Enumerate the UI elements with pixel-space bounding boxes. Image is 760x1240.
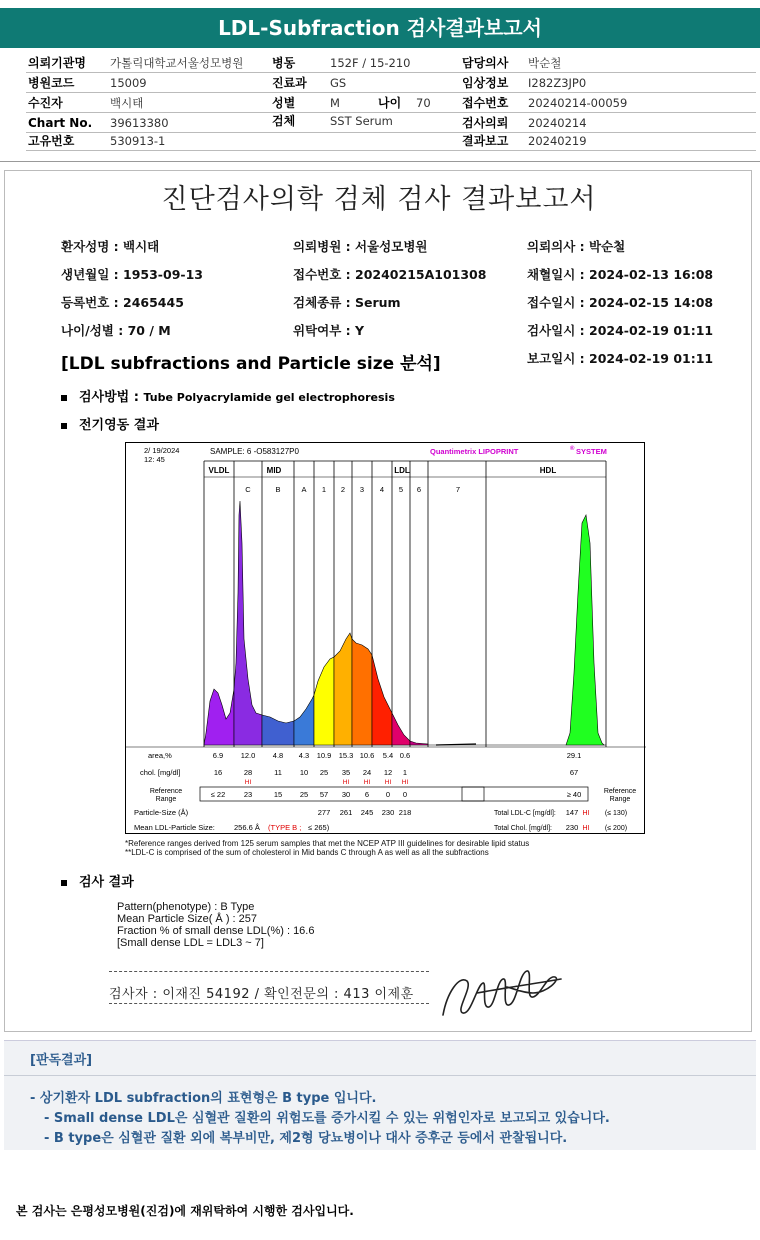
analysis-subtitle: [LDL subfractions and Particle size 분석]	[61, 354, 441, 374]
chol-value: 16	[213, 768, 223, 777]
area-value: 12.0	[240, 751, 256, 760]
particle-value: 277	[317, 808, 331, 817]
total-ldl-value: 147	[565, 808, 579, 817]
dept-value: GS	[330, 76, 347, 90]
info-accession: 접수번호 : 20240215A101308	[293, 267, 487, 282]
profile-area	[294, 695, 314, 745]
note-line: *Reference ranges derived from 125 serum samples that met the NCEP ATP III guidelines for desirable lipid status	[125, 839, 530, 848]
chart-sample: SAMPLE: 6 -O583127P0	[210, 447, 299, 456]
total-chol-flag: HI	[582, 825, 590, 832]
result-line: Pattern(phenotype) : B Type	[117, 901, 255, 913]
method-bullet: 검사방법 : Tube Polyacrylamide gel electrophoresis	[61, 386, 395, 405]
chol-value: 25	[319, 768, 329, 777]
clinical-label: 임상정보	[462, 76, 509, 90]
request-label: 검사의뢰	[462, 116, 509, 130]
hospital-value: 가톨릭대학교서울성모병원	[110, 56, 244, 70]
chol-value: 35	[341, 768, 351, 777]
ref-value: 57	[319, 790, 329, 799]
chol-flag: HI	[342, 779, 350, 786]
chart-time: 12: 45	[144, 455, 165, 464]
total-ldl-flag: HI	[582, 810, 590, 817]
profile-area	[204, 689, 234, 745]
chol-label: chol. [mg/dl]	[140, 768, 181, 777]
info-specimen: 검체종류 : Serum	[293, 295, 401, 310]
chol-value: 24	[362, 768, 372, 777]
area-value: 4.3	[298, 751, 310, 760]
info-reported: 보고일시 : 2024-02-19 01:11	[527, 351, 714, 366]
ref-value: 0	[385, 790, 391, 799]
total-chol-label: Total Chol. [mg/dl]:	[494, 825, 552, 832]
divider	[109, 971, 429, 972]
result-line: [Small dense LDL = LDL3 ~ 7]	[117, 937, 264, 949]
band-label: 1	[321, 485, 327, 494]
band-label: B	[275, 485, 281, 494]
chart-brand-mark: ®	[570, 446, 575, 452]
ref-value: 6	[364, 790, 370, 799]
ref-value: 15	[273, 790, 283, 799]
profile-area	[234, 501, 262, 745]
chart-value: 39613380	[110, 116, 169, 130]
sex-label: 성별	[272, 96, 296, 110]
divider	[109, 1003, 429, 1004]
ref-label-right: Range	[609, 796, 631, 803]
ref-label: Reference	[149, 788, 183, 795]
dept-label: 진료과	[272, 76, 307, 90]
band-label: 5	[398, 485, 404, 494]
ref-value: 23	[243, 790, 253, 799]
age-value: 70	[416, 96, 431, 110]
result-bullet: 검사 결과	[61, 871, 134, 890]
chart-brand-suffix: SYSTEM	[576, 447, 607, 456]
specimen-value: SST Serum	[330, 114, 393, 128]
bullet-icon	[61, 395, 67, 401]
sex-value: M	[330, 96, 340, 110]
band-label: C	[245, 485, 251, 494]
total-chol-value: 230	[565, 823, 579, 832]
request-value: 20240214	[528, 116, 587, 130]
profile-area	[410, 741, 428, 745]
divider	[4, 1075, 756, 1076]
particle-value: 218	[398, 808, 412, 817]
note-line: **LDL-C is comprised of the sum of cholesterol in Mid bands C through A as well as all the subfractions	[125, 848, 489, 857]
hospital-label: 의뢰기관명	[28, 56, 86, 70]
info-tested: 검사일시 : 2024-02-19 01:11	[527, 323, 714, 338]
patient-value: 백시태	[110, 96, 144, 110]
profile-area	[334, 633, 352, 745]
info-regno: 등록번호 : 2465445	[61, 295, 184, 310]
header-rule	[26, 132, 756, 133]
chol-flag: HI	[363, 779, 371, 786]
mean-label: Mean LDL-Particle Size:	[134, 823, 215, 832]
info-name: 환자성명 : 백시태	[61, 239, 160, 254]
group-label: LDL	[394, 466, 410, 475]
lab-report	[4, 170, 752, 1032]
ref-value: ≥ 40	[566, 790, 582, 799]
chart-date: 2/ 19/2024	[144, 446, 180, 455]
chol-value: 11	[274, 768, 282, 777]
chol-value: 12	[383, 768, 393, 777]
interpretation-title: [판독결과]	[30, 1053, 93, 1068]
area-value: 10.6	[359, 751, 375, 760]
info-received: 접수일시 : 2024-02-15 14:08	[527, 295, 714, 310]
chart-label: Chart No.	[28, 116, 93, 130]
signer-line: 검사자 : 이재진 54192 / 확인전문의 : 413 이제훈	[109, 987, 414, 1002]
chol-value: 10	[299, 768, 309, 777]
result-line: Fraction % of small dense LDL(%) : 16.6	[117, 925, 315, 937]
info-agesex: 나이/성별 : 70 / M	[61, 323, 171, 338]
info-doctor: 의뢰의사 : 박순철	[527, 239, 626, 254]
total-ldl-ref: (≤ 130)	[604, 810, 628, 817]
particle-label: Particle-Size (Å)	[134, 808, 189, 817]
particle-value: 245	[360, 808, 374, 817]
group-label: HDL	[539, 466, 557, 475]
method-value: Tube Polyacrylamide gel electrophoresis	[143, 391, 395, 404]
total-chol-ref: (≤ 200)	[604, 825, 628, 832]
ref-label-right: Reference	[603, 788, 637, 795]
interpretation-panel	[4, 1040, 756, 1150]
header-rule	[26, 72, 756, 73]
mean-type: (TYPE B ;	[268, 823, 302, 832]
ward-value: 152F / 15-210	[330, 56, 411, 70]
lipoprint-chart	[125, 442, 645, 834]
ward-label: 병동	[272, 56, 296, 70]
interpretation-line: - 상기환자 LDL subfraction의 표현형은 B type 입니다.	[30, 1091, 377, 1106]
profile-area	[566, 515, 604, 745]
profile-area	[372, 655, 392, 745]
profile-area	[392, 713, 410, 745]
interpretation-line: - Small dense LDL은 심혈관 질환의 위험도를 증가시킬 수 있는 위험인자로 보고되고 있습니다.	[44, 1111, 610, 1126]
area-value: 0.6	[399, 751, 411, 760]
profile-area	[352, 639, 372, 745]
ref-value: 30	[341, 790, 351, 799]
uid-value: 530913-1	[110, 134, 166, 148]
request-header	[0, 52, 760, 162]
particle-value: 261	[339, 808, 353, 817]
band-label: A	[301, 485, 307, 494]
mean-value: 256.6 Å	[234, 823, 260, 832]
interpretation-line: - B type은 심혈관 질환 외에 복부비만, 제2형 당뇨병이나 대사 증후군 등에서 관찰됩니다.	[44, 1131, 568, 1146]
chol-flag: HI	[244, 779, 252, 786]
ref-value: 0	[402, 790, 408, 799]
area-value: 4.8	[272, 751, 284, 760]
band-label: 6	[416, 485, 422, 494]
area-value: 6.9	[212, 751, 224, 760]
area-value: 15.3	[338, 751, 354, 760]
chol-flag: HI	[401, 779, 409, 786]
info-consign: 위탁여부 : Y	[293, 323, 365, 338]
area-label: area,%	[148, 751, 172, 760]
profile-area	[262, 715, 294, 745]
chol-value: 1	[402, 768, 408, 777]
ref-value: ≤ 22	[210, 790, 226, 799]
page-title: LDL-Subfraction 검사결과보고서	[0, 8, 760, 48]
info-collected: 채혈일시 : 2024-02-13 16:08	[527, 267, 714, 282]
info-hospital: 의뢰병원 : 서울성모병원	[293, 239, 428, 254]
group-label: VLDL	[208, 466, 230, 475]
code-label: 병원코드	[28, 76, 75, 90]
bullet-icon	[61, 423, 67, 429]
result-summary	[117, 901, 314, 949]
ref-value: 25	[299, 790, 309, 799]
header-rule	[26, 150, 756, 151]
report-title: 진단검사의학 검체 검사 결과보고서	[161, 184, 597, 215]
clinical-value: I282Z3JP0	[528, 76, 587, 90]
electro-bullet: 전기영동 결과	[61, 414, 159, 433]
footer-note: 본 검사는 은평성모병원(진검)에 재위탁하여 시행한 검사입니다.	[16, 1204, 354, 1218]
chart-notes	[125, 839, 529, 857]
reported-value: 20240219	[528, 134, 587, 148]
band-label: 2	[340, 485, 346, 494]
code-value: 15009	[110, 76, 147, 90]
ref-label: Range	[155, 796, 177, 803]
reported-label: 결과보고	[462, 134, 509, 148]
header-rule	[26, 112, 756, 113]
result-line: Mean Particle Size( Å ) : 257	[117, 913, 258, 925]
chol-value: 28	[243, 768, 253, 777]
lipoprint-svg	[126, 443, 646, 835]
band-label: 4	[379, 485, 385, 494]
specimen-label: 검체	[272, 114, 296, 128]
area-value: 10.9	[316, 751, 332, 760]
age-label: 나이	[378, 96, 402, 110]
info-birth: 생년월일 : 1953-09-13	[61, 267, 203, 282]
accession-value: 20240214-00059	[528, 96, 628, 110]
patient-label: 수진자	[28, 96, 63, 110]
band-label: 7	[455, 485, 461, 494]
doctor-value: 박순철	[528, 56, 562, 70]
bullet-icon	[61, 880, 67, 886]
profile-area	[314, 657, 334, 745]
area-value: 29.1	[566, 751, 582, 760]
mean-ref: ≤ 265)	[308, 823, 330, 832]
particle-value: 230	[381, 808, 395, 817]
chol-flag: HI	[384, 779, 392, 786]
doctor-label: 담당의사	[462, 56, 509, 70]
uid-label: 고유번호	[28, 134, 75, 148]
chart-brand: Quantimetrix LIPOPRINT	[430, 447, 519, 456]
area-value: 5.4	[382, 751, 394, 760]
band-label: 3	[359, 485, 365, 494]
accession-label: 접수번호	[462, 96, 509, 110]
total-ldl-label: Total LDL-C [mg/dl]:	[494, 810, 556, 817]
header-rule	[26, 92, 756, 93]
group-label: MID	[266, 466, 282, 475]
signature-image	[437, 963, 567, 1023]
chol-value: 67	[569, 768, 579, 777]
